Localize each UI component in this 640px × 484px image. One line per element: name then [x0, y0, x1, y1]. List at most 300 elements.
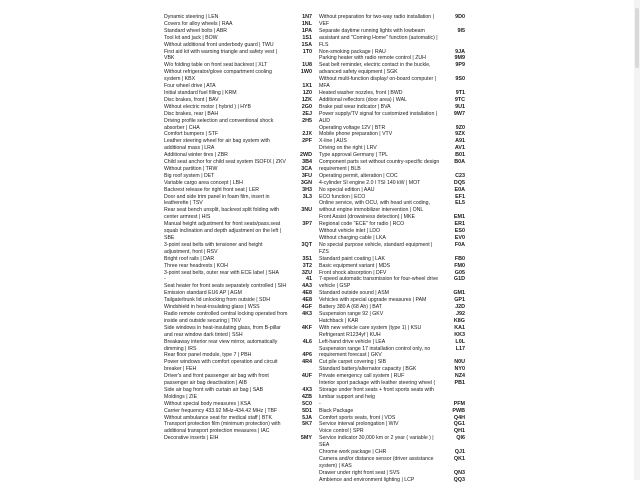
equipment-row	[319, 104, 465, 111]
equipment-description: X-line | AUS	[319, 138, 347, 145]
equipment-row	[164, 263, 312, 270]
equipment-row	[164, 173, 312, 180]
equipment-code: K8G	[453, 317, 465, 324]
equipment-row	[319, 76, 465, 90]
equipment-row	[319, 111, 465, 125]
equipment-code: 5JA	[302, 414, 312, 421]
equipment-description: Without charging cable | LKA	[319, 235, 386, 241]
equipment-code: 3P7	[302, 221, 312, 228]
equipment-code: 3S1	[302, 255, 312, 262]
equipment-description: Carrier frequency 433.92 MHz-434.42 MHz | TBF	[164, 407, 278, 414]
equipment-row	[164, 373, 312, 387]
equipment-row	[319, 194, 465, 201]
equipment-row	[164, 311, 312, 325]
equipment-code: 9S0	[455, 76, 465, 83]
equipment-code: 9Z0	[455, 124, 465, 131]
equipment-code: 1T0	[302, 48, 312, 55]
equipment-row	[164, 90, 312, 97]
equipment-code: 9U1	[455, 103, 465, 110]
equipment-code: QJ1	[454, 449, 465, 456]
equipment-code: L0L	[455, 338, 465, 345]
equipment-code: 9M9	[454, 55, 465, 62]
equipment-code: 9TC	[454, 96, 465, 103]
equipment-list-left	[164, 14, 312, 442]
equipment-description: Heated washer nozzles, front | BWD	[319, 89, 403, 96]
equipment-row	[319, 28, 465, 49]
equipment-description: Online service, with OCU, with head unit coding, without engine immobilizer intervention | ONL	[319, 200, 431, 214]
equipment-row	[319, 401, 465, 408]
equipment-description: 4-cylinder SI engine 2.0 l TSI 140 kW | MOT	[319, 179, 421, 186]
equipment-code: PWB	[452, 407, 465, 414]
equipment-description: -	[164, 276, 166, 283]
equipment-description: Covers for alloy wheels | RAA	[164, 20, 233, 27]
equipment-code: KK3	[454, 331, 465, 338]
equipment-description: Standard outside sound | ASM	[319, 290, 389, 297]
equipment-row	[164, 387, 312, 394]
equipment-row	[164, 49, 312, 63]
equipment-description: Child seat anchor for child seat system ISOFIX | ZKV	[164, 159, 286, 166]
equipment-row	[164, 297, 312, 304]
equipment-row	[164, 394, 312, 401]
equipment-row	[164, 290, 312, 297]
equipment-code: 3FU	[301, 172, 312, 179]
equipment-description: Four wheel drive | ATA	[164, 83, 216, 90]
equipment-description: Transport protection film (minimum protection) with additional transport protection measures | IAC	[164, 421, 281, 435]
equipment-code: FB0	[454, 255, 465, 262]
equipment-row	[164, 35, 312, 42]
equipment-code: 5K7	[302, 421, 312, 428]
equipment-description: Front Assist (drowsiness detection) | MKE	[319, 214, 415, 221]
equipment-description: Vehicles with special upgrade measures | PAM	[319, 297, 427, 304]
equipment-row	[319, 456, 465, 470]
equipment-list-right	[319, 14, 465, 484]
equipment-code: 9D0	[455, 14, 465, 20]
equipment-row	[164, 138, 312, 152]
equipment-row	[319, 290, 465, 297]
equipment-description: Interior sport package with leather steering wheel ( Storage under front seats + front sports seats with lumbar support and heig	[319, 380, 436, 400]
equipment-code: 1W0	[300, 69, 312, 76]
equipment-row	[164, 352, 312, 359]
equipment-row	[164, 14, 312, 21]
equipment-row	[164, 304, 312, 311]
equipment-description: No special purpose vehicle, standard equipment | FZS	[319, 241, 433, 255]
equipment-code: 4P6	[302, 352, 312, 359]
equipment-code: G05	[454, 269, 465, 276]
equipment-description: Decorative inserts | EIH	[164, 435, 219, 442]
equipment-code: 9I5	[457, 27, 465, 34]
equipment-row	[319, 55, 465, 62]
equipment-code: L17	[455, 345, 465, 352]
equipment-row	[319, 428, 465, 435]
equipment-row	[319, 145, 465, 152]
equipment-code: GM1	[453, 290, 465, 297]
equipment-code: 3QT	[301, 241, 312, 248]
equipment-description: Initial standard fuel filling | KRM	[164, 89, 237, 96]
equipment-row	[164, 69, 312, 83]
equipment-description: Without ambulance seat for medical staff | BTK	[164, 414, 272, 421]
equipment-code: QH1	[453, 428, 465, 435]
equipment-code: 3GN	[300, 179, 312, 186]
equipment-row	[319, 62, 465, 76]
equipment-code: 5C0	[302, 400, 312, 407]
equipment-row	[164, 159, 312, 166]
equipment-description: Without special body measures | KSA	[164, 400, 251, 407]
equipment-description: Ambience and environment lighting | LCP	[319, 476, 415, 483]
equipment-code: Q4H	[453, 414, 465, 421]
equipment-code: 2PF	[302, 138, 312, 145]
equipment-description: Drawer under right front seat | SVS	[319, 469, 400, 476]
equipment-code: 1U8	[302, 62, 312, 69]
equipment-row	[164, 283, 312, 290]
equipment-code: 5D1	[302, 407, 312, 414]
equipment-row	[164, 187, 312, 194]
equipment-row	[164, 408, 312, 415]
equipment-description: Without vehicle inlet | LDO	[319, 228, 381, 235]
equipment-description: No special edition | AAU	[319, 186, 375, 193]
equipment-code: EL5	[455, 200, 465, 207]
equipment-code: 4L6	[302, 338, 312, 345]
equipment-code: 2G0	[301, 103, 312, 110]
equipment-code: QG1	[453, 421, 465, 428]
equipment-row	[319, 304, 465, 311]
equipment-code: QI6	[456, 435, 465, 442]
equipment-code: ES0	[454, 228, 465, 235]
equipment-row	[164, 207, 312, 221]
equipment-description: ECO function | ECO	[319, 193, 366, 200]
equipment-description: Disc brakes, rear | BAH	[164, 110, 219, 117]
equipment-description: Leather steering wheel for air bag system with additional mass | LRA	[164, 138, 270, 152]
equipment-code: 4ZB	[301, 393, 312, 400]
equipment-row	[319, 263, 465, 270]
equipment-code: 1SA	[301, 41, 312, 48]
equipment-row	[319, 138, 465, 145]
equipment-code: 1ZK	[301, 96, 312, 103]
equipment-row	[164, 21, 312, 28]
scrollbar-thumb[interactable]	[635, 8, 639, 68]
equipment-description: 3-point seat belts, outer rear with ECE label | SHA	[164, 269, 279, 276]
equipment-row	[319, 470, 465, 477]
equipment-code: 3ZU	[301, 269, 312, 276]
equipment-row	[164, 270, 312, 277]
equipment-description: Service indicator 30,000 km or 2 year ( variable ) | SEA	[319, 435, 434, 449]
equipment-code: DQ5	[453, 179, 465, 186]
equipment-description: Driver's and front passenger air bag with front passenger air bag deactivation | AIB	[164, 373, 269, 387]
equipment-code: 4E8	[302, 290, 312, 297]
equipment-description: Operating permit, alteration | COC	[319, 172, 398, 179]
equipment-code: EF1	[455, 193, 465, 200]
equipment-code: 9W7	[453, 110, 465, 117]
equipment-code: QQ3	[453, 476, 465, 483]
equipment-row	[164, 435, 312, 442]
equipment-description: Camera and/or distance sensor (driver assistance system) | KAS	[319, 456, 434, 469]
equipment-row	[319, 235, 465, 242]
equipment-row	[164, 42, 312, 49]
equipment-description: Comfort bumpers | STF	[164, 131, 219, 138]
equipment-description: Power supply/TV signal for customized installation | AUD	[319, 110, 438, 124]
equipment-description: Backrest release for right front seat | LER	[164, 186, 260, 193]
equipment-description: Left-hand drive vehicle | LEA	[319, 338, 386, 345]
equipment-code: PB1	[454, 380, 465, 387]
equipment-description: Component parts set without country-specific design requirement | BLB	[319, 159, 440, 172]
equipment-row	[164, 359, 312, 373]
equipment-description: Tailgate/trunk lid unlocking from outside | SDH	[164, 297, 271, 304]
equipment-description: Rear seat bench unsplit, backrest split folding with center armrest | HIS	[164, 207, 280, 221]
equipment-description: Driving on the right | LRV	[319, 145, 377, 152]
equipment-row	[319, 180, 465, 187]
equipment-row	[319, 435, 465, 449]
equipment-description: Regional code "ECE" for radio | RCO	[319, 221, 405, 228]
equipment-code: NZ4	[454, 373, 465, 380]
equipment-row	[164, 104, 312, 111]
equipment-description: Additional reflectors (door area) | WAL	[319, 96, 407, 103]
equipment-code: 4A3	[302, 283, 312, 290]
equipment-row	[319, 242, 465, 256]
equipment-row	[319, 90, 465, 97]
equipment-description: Without multi-function display/ on-board computer | MFA	[319, 76, 436, 90]
equipment-code: 2H5	[302, 117, 312, 124]
equipment-description: Emission standard EU6 AP | AGM	[164, 290, 242, 297]
equipment-code: 4GF	[301, 304, 312, 311]
equipment-code: 3L3	[302, 193, 312, 200]
equipment-code: B01	[455, 152, 465, 159]
equipment-description: Mobile phone preparation | VTV	[319, 131, 393, 138]
equipment-description: Without electric motor ( hybrid ) | HYB	[164, 103, 251, 110]
equipment-row	[164, 194, 312, 208]
equipment-row	[164, 118, 312, 132]
equipment-description: Side air bag front with curtain air bag | SAB	[164, 386, 264, 393]
equipment-description: Voice control | SPR	[319, 428, 364, 435]
equipment-code: AV1	[454, 145, 465, 152]
equipment-row	[319, 49, 465, 56]
equipment-code: ER1	[454, 221, 465, 228]
equipment-row	[164, 111, 312, 118]
equipment-row	[164, 180, 312, 187]
equipment-description: Windshield in heat-insulating glass | WSS	[164, 304, 260, 311]
equipment-code: 9P9	[455, 62, 465, 69]
equipment-code: N0U	[454, 359, 465, 366]
equipment-row	[319, 173, 465, 180]
equipment-code: 41	[306, 276, 312, 283]
equipment-code: QN3	[453, 469, 465, 476]
equipment-row	[319, 152, 465, 159]
equipment-code: 5MY	[300, 435, 312, 442]
equipment-description: Operating voltage 12V | BTR	[319, 124, 386, 131]
equipment-description: Additional winter tires | ZBR	[164, 152, 228, 159]
equipment-description: Standard paint coating | LAK	[319, 255, 385, 262]
equipment-description: Moldings | ZIE	[164, 393, 198, 400]
equipment-code: 1NL	[301, 20, 312, 27]
equipment-code: PFM	[453, 400, 465, 407]
equipment-description: Seat heater for front seats separately controlled | SIH	[164, 283, 287, 290]
equipment-description: Driving profile selection and conventional shock absorber | CHA	[164, 117, 274, 131]
equipment-description: W/o folding table on front seat backrest | XLT	[164, 62, 268, 69]
equipment-code: 3B4	[302, 159, 312, 166]
equipment-code: 9T1	[455, 89, 465, 96]
equipment-description: 7-speed automatic transmission for four-wheel drive vehicle | GSP	[319, 276, 439, 290]
equipment-row	[319, 228, 465, 235]
equipment-description: First aid kit with warning triangle and safety vest | VBK	[164, 48, 277, 62]
equipment-description: Radio remote controlled central locking operated from inside and outside securing | TKV	[164, 310, 288, 324]
equipment-code: C23	[455, 172, 465, 179]
equipment-code: 1PA	[301, 27, 312, 34]
equipment-description: Big roof system | DET	[164, 172, 215, 179]
equipment-code: G1D	[453, 276, 465, 283]
equipment-code: 3H3	[302, 186, 312, 193]
equipment-code: 4R4	[302, 359, 312, 366]
equipment-row	[319, 311, 465, 318]
equipment-description: Front shock absorption | DFV	[319, 269, 387, 276]
equipment-description: Private emergency call system | RUF	[319, 373, 405, 380]
equipment-row	[319, 318, 465, 325]
equipment-row	[164, 242, 312, 256]
equipment-code: EM1	[453, 214, 465, 221]
equipment-description: Basic equipment variant | MDS	[319, 262, 391, 269]
equipment-description: Non-smoking package | RAU	[319, 48, 386, 55]
equipment-row	[164, 28, 312, 35]
equipment-description: Without additional front underbody guard | TWU	[164, 41, 274, 48]
equipment-code: 4X3	[302, 386, 312, 393]
equipment-description: Disc brakes, front | BAV	[164, 96, 219, 103]
equipment-row	[319, 346, 465, 360]
equipment-description: Side windows in heat-insulating glass, from B-pillar and rear window dark tinted | SSH	[164, 324, 281, 338]
equipment-row	[319, 408, 465, 415]
equipment-row	[164, 276, 312, 283]
equipment-description: -	[319, 400, 321, 407]
equipment-row	[319, 14, 465, 28]
equipment-row	[164, 83, 312, 90]
equipment-description: Battery 380 A (68 Ah) | BAT	[319, 304, 382, 311]
equipment-row	[319, 159, 465, 173]
equipment-row	[319, 125, 465, 132]
equipment-description: Bright roof rails | DAR	[164, 255, 215, 262]
equipment-row	[164, 221, 312, 242]
equipment-code: QK1	[453, 456, 465, 462]
equipment-code: EV0	[454, 235, 465, 241]
equipment-description: Power windows with comfort operation and circuit breaker | FEH	[164, 359, 278, 373]
equipment-code: 1Z0	[302, 89, 312, 96]
equipment-row	[319, 332, 465, 339]
equipment-row	[319, 339, 465, 346]
equipment-row	[164, 339, 312, 353]
equipment-code: 9ZX	[455, 131, 465, 138]
equipment-row	[319, 276, 465, 290]
equipment-description: Without partition | TRW	[164, 165, 218, 172]
equipment-code: J2D	[455, 304, 465, 311]
equipment-code: 4K3	[302, 310, 312, 317]
equipment-row	[319, 449, 465, 456]
equipment-code: KA1	[454, 324, 465, 331]
equipment-row	[164, 401, 312, 408]
equipment-row	[164, 415, 312, 422]
equipment-row	[319, 200, 465, 214]
equipment-code: GP1	[454, 297, 465, 304]
equipment-row	[319, 297, 465, 304]
equipment-description: Standard wheel bolts | ABR	[164, 27, 228, 34]
equipment-code: 4UF	[301, 373, 312, 380]
equipment-description: Suspension range 92 | GKV	[319, 310, 384, 317]
equipment-description: Comfort sports seats, front | VOS	[319, 414, 396, 421]
equipment-row	[164, 256, 312, 263]
equipment-row	[319, 187, 465, 194]
equipment-description: Tool kit and jack | BOW	[164, 34, 218, 41]
equipment-description: Rear floor panel module, type 7 | PBH	[164, 352, 252, 359]
equipment-code: 1X1	[302, 83, 312, 90]
equipment-description: Chrome work package | CHR	[319, 449, 387, 456]
equipment-row	[319, 477, 465, 484]
equipment-description: Standard battery/alternator capacity | BGK	[319, 366, 417, 373]
equipment-description: Three rear headrests | KOH	[164, 262, 228, 269]
equipment-code: F0A	[454, 241, 465, 248]
equipment-code: 2WD	[300, 152, 312, 159]
equipment-row	[319, 97, 465, 104]
equipment-code: E0A	[454, 186, 465, 193]
equipment-code: 3T2	[302, 262, 312, 269]
equipment-description: Dynamic steering | LEN	[164, 14, 219, 20]
equipment-code: 4E8	[302, 297, 312, 304]
equipment-row	[319, 415, 465, 422]
equipment-code: FM0	[454, 262, 465, 269]
equipment-description: Cut pile carpet covering | SIB	[319, 359, 387, 366]
equipment-description: Black Package	[319, 407, 354, 414]
equipment-code: 3NU	[301, 207, 312, 214]
equipment-row	[164, 97, 312, 104]
equipment-description: Without preparation for two-way radio installation | VEF	[319, 14, 434, 27]
equipment-code: 4KF	[301, 324, 312, 331]
equipment-description: 3-point seat belts with tensioner and height adjustment, front | RSV	[164, 241, 263, 255]
equipment-description: Type approval Germany | TPL	[319, 152, 389, 159]
equipment-description: With new vehicle care system (type 1) | KSU	[319, 324, 422, 331]
equipment-description: Seat belt reminder, electric contact in the buckle, advanced safety equipment | SGK	[319, 62, 431, 76]
equipment-description: Refrigerant R1234yf | KUH	[319, 331, 381, 338]
equipment-description: Brake pad wear indicator | BVA	[319, 103, 391, 110]
equipment-row	[319, 373, 465, 380]
equipment-row	[319, 359, 465, 366]
equipment-row	[319, 421, 465, 428]
equipment-code: 1S1	[302, 34, 312, 41]
equipment-row	[319, 270, 465, 277]
equipment-description: Service interval prolongation | WIV	[319, 421, 399, 428]
equipment-code: 3CA	[301, 165, 312, 172]
equipment-code: B0A	[454, 159, 465, 166]
equipment-row	[319, 214, 465, 221]
equipment-description: Hatchback | KAR	[319, 317, 359, 324]
equipment-code: 1N7	[302, 14, 312, 20]
equipment-row	[164, 166, 312, 173]
equipment-code: A91	[455, 138, 465, 145]
equipment-row	[164, 421, 312, 435]
equipment-row	[164, 152, 312, 159]
equipment-row	[164, 131, 312, 138]
equipment-row	[319, 131, 465, 138]
equipment-code: 2EJ	[302, 110, 312, 117]
equipment-row	[319, 256, 465, 263]
equipment-description: Door and side trim panel in foam film, insert in leatherette | TSV	[164, 193, 270, 207]
equipment-code: 9JA	[455, 48, 465, 55]
equipment-row	[319, 325, 465, 332]
equipment-description: Suspension range 17 installation control only, no requirement forecast | GKV	[319, 345, 431, 359]
equipment-description: Parking heater with radio remote control | ZUH	[319, 55, 426, 62]
vertical-scrollbar[interactable]	[634, 0, 640, 480]
equipment-row	[164, 325, 312, 339]
equipment-description: Breakaway interior rear view mirror, automatically dimming | IRS	[164, 338, 278, 352]
equipment-description: Separate daytime running lights with lowbeam assistant and "Coming Home" function (automatic) | FLS	[319, 27, 438, 48]
equipment-code: NY0	[454, 366, 465, 373]
equipment-description: Variable cargo area concept | LBH	[164, 179, 243, 186]
equipment-row	[319, 221, 465, 228]
equipment-description: Manual height adjustment for front seats/pass.seat squab inclination and depth adjustment on the left | SBE	[164, 221, 281, 241]
equipment-code: J92	[456, 310, 465, 317]
equipment-code: 2JX	[302, 131, 312, 138]
